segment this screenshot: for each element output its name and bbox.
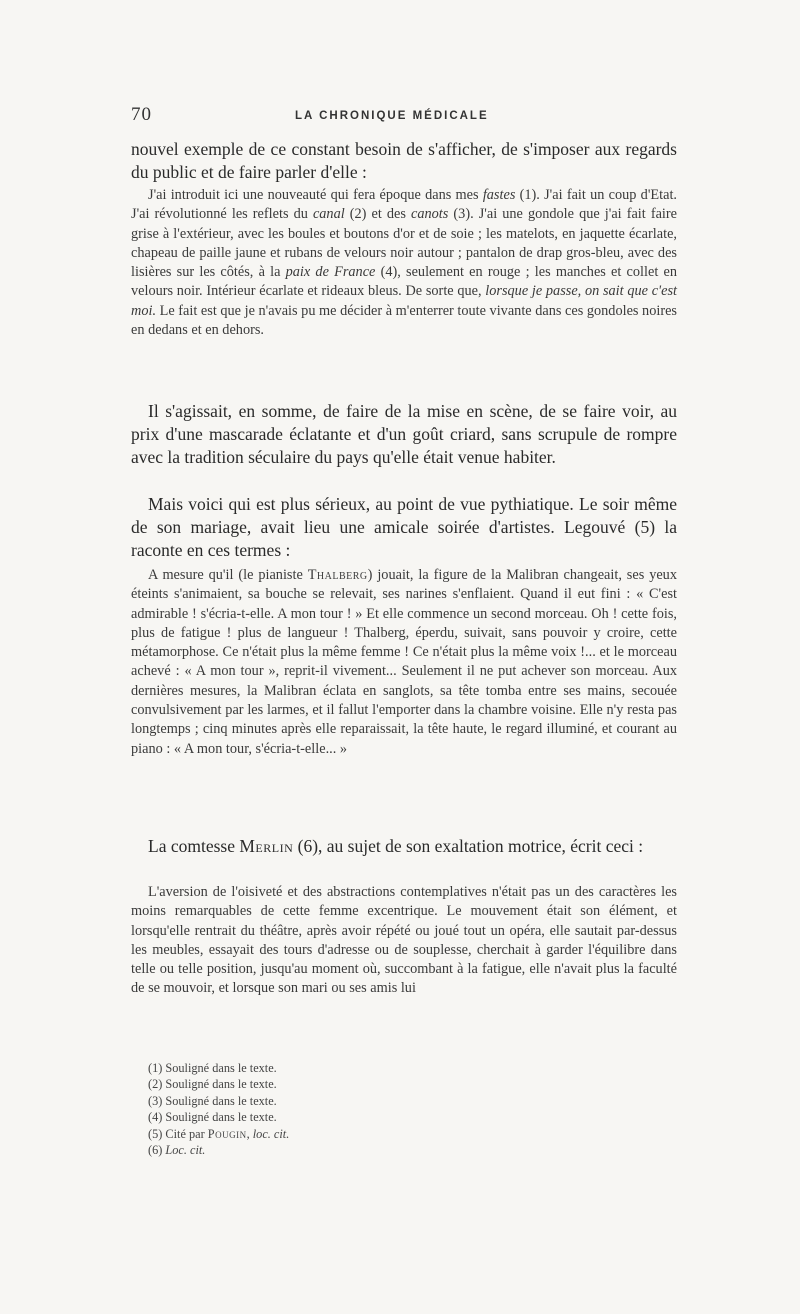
running-title: LA CHRONIQUE MÉDICALE [295,110,489,122]
italic-term-canal: canal [312,206,345,223]
italic-loc-cit: loc. cit. [252,1126,290,1141]
smallcaps-name-thalberg: Thalberg [307,567,368,583]
quote-gondola [131,186,677,340]
footnote-1: (1) Souligné dans le texte. [148,1061,277,1075]
italic-term-paix: paix de France [285,264,376,281]
italic-term-canots: canots [411,206,449,223]
footnote-text-segment: , [246,1126,253,1141]
paragraph-text-segment: La comtesse [148,836,240,856]
footnote-6 [148,1142,448,1158]
page-header [131,104,677,130]
italic-phrase-lorsque: lorsque je passe, on sait que c'est moi. [131,283,677,319]
footnote-5 [148,1126,448,1142]
footnote-4: (4) Souligné dans le texte. [148,1110,277,1125]
italic-term-fastes: fastes [482,187,516,203]
italic-loc-cit: Loc. cit. [165,1143,206,1158]
quote-text-segment: Le fait est que je n'avais pu me décider à m'enterrer toute vivante dans ces gondoles noires en dedans et en dehors. [131,302,677,339]
footnotes [148,1060,448,1158]
intro-paragraph: nouvel exemple de ce constant besoin de s'afficher, de s'imposer aux regards du public et de faire parler d'elle : [131,139,677,183]
footnote-3: (3) Souligné dans le texte. [148,1093,277,1108]
quote-text-segment: (3). J'ai une gondole que j'ai fait faire grise à l'extérieur, avec les boules et boutons d'or et de soie ; les matelots, en jaquette écarlate, chapeau de paille jaune et rubans de velours noir autour ; pantalon de drap gros-bleu, avec des lisières sur les côtés, à la [131,206,677,281]
quote-text-segment: ) jouait, la figure de la Malibran changeait, ses yeux éteints s'animaient, sa bouche se relevait, ses narines s'enflaient. Quand il eut fini : « C'est admirable ! s'écria-t-elle. A mon tour ! » Et elle commence un second morceau. Oh ! cette fois, plus de fatigue ! plus de langueur ! Thalberg, éperdu, suivait, sans pouvoir y croire, cette métamorphose. Ce n'était plus la même femme ! Ce n'était plus la même voix !... et le morceau achevé : « A mon tour », reprit-il vivement... Seulement il ne put achever son morceau. Aux dernières mesures, la Malibran éclata en sanglots, sa tête tomba entre ses mains, secouée convulsivement par les larmes, et il fallut l'emporter dans la chambre voisine. Elle n'y resta pas longtemps ; cinq minutes après elle reparaissait, la tête haute, le regard illuminé, et courant au piano : « A mon tour, s'écria-t-elle... » [131,567,677,757]
quote-aversion: L'aversion de l'oisiveté et des abstractions contemplatives n'était pas un des caractères les moins remarquables de cette femme excentrique. Le mouvement était son élément, et lorsqu'elle rentrait du théâtre, après avoir répété ou joué tout un opéra, elle sautait par-dessus les meubles, essayait des tours d'adresse ou de souplesse, cherchait à garder l'équilibre dans telle ou telle position, jusqu'au moment où, succombant à la fatigue, elle n'avait plus la faculté de se mouvoir, et lorsque son mari ou ses amis lui [131,884,677,997]
quote-text-segment: (2) et des [344,206,412,223]
quote-text-segment: (1). J'ai fait un coup d'Etat. J'ai révolutionné les reflets du [131,187,678,223]
paragraph-mise-en-scene: Il s'agissait, en somme, de faire de la mise en scène, de se faire voir, au prix d'une mascarade éclatante et d'un goût criard, sans scrupule de rompre avec la tradition séculaire du pays qu'elle était venue habiter. [131,401,677,468]
paragraph-text-segment: (6), au sujet de son exaltation motrice, écrit ceci : [293,836,644,856]
quote-text-segment: (4), seulement en rouge ; les manches et collet en velours noir. Intérieur écarlate et rideaux bleus. De sorte que, [131,264,677,300]
footnote-2: (2) Souligné dans le texte. [148,1077,277,1092]
paragraph-merlin [131,835,677,858]
smallcaps-name-merlin: Merlin [239,836,294,856]
footnote-text-segment: (6) [148,1143,166,1158]
paragraph-legouve: Mais voici qui est plus sérieux, au point de vue pythiatique. Le soir même de son mariage, avait lieu une amicale soirée d'artistes. Legouvé (5) la raconte en ces termes : [131,494,677,561]
quote-text-segment: A mesure qu'il (le pianiste [148,567,308,583]
smallcaps-name-pougin: Pougin [207,1126,247,1141]
page-number: 70 [131,104,152,125]
footnote-text-segment: (5) Cité par [148,1126,208,1141]
quote-text-segment: J'ai introduit ici une nouveauté qui fera époque dans mes [148,187,483,203]
quote-malibran [131,566,677,759]
